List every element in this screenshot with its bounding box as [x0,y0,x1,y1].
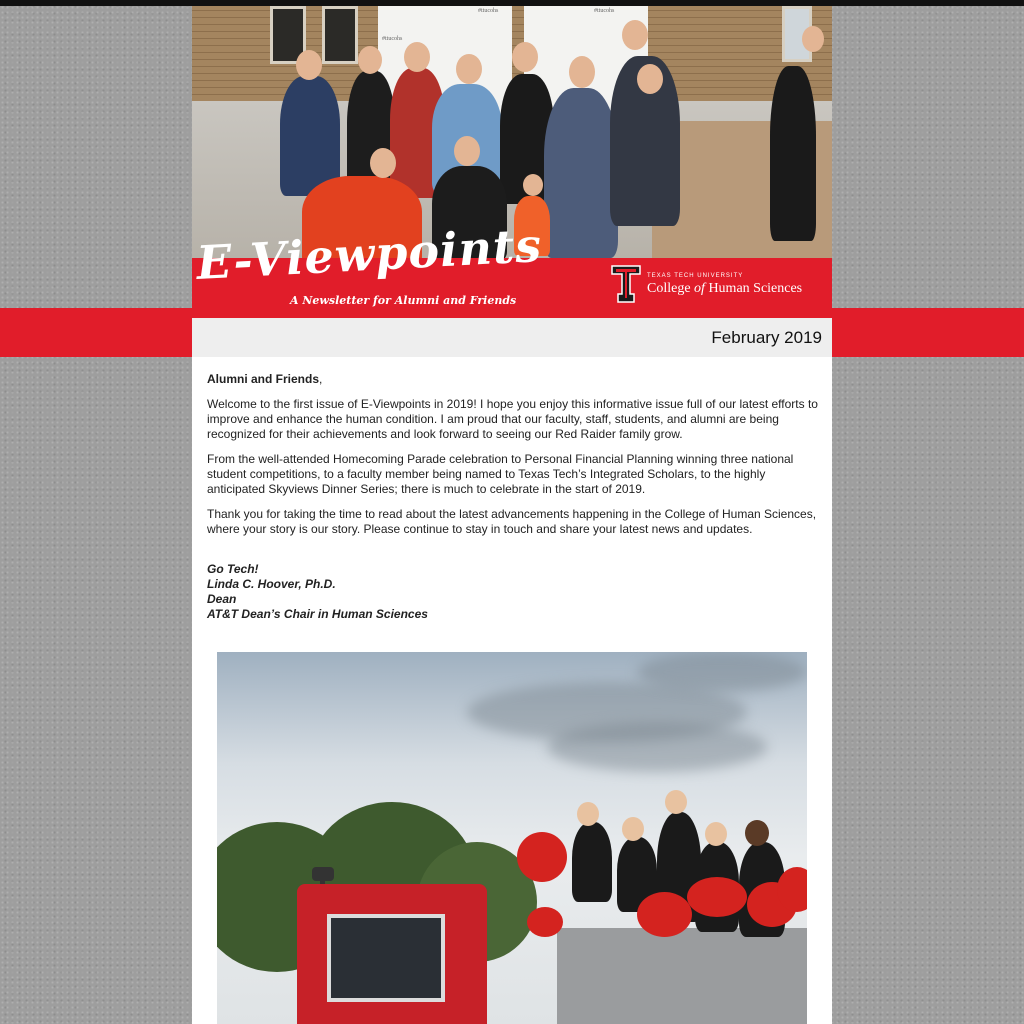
signer-name: Linda C. Hoover, Ph.D. [207,577,336,591]
person-head [358,46,382,74]
person-head [404,42,430,72]
person-head [569,56,595,88]
person-head [456,54,482,84]
person [544,88,618,258]
person-head [296,50,322,80]
letter-greeting [207,372,819,387]
cheerleader-head [622,817,644,841]
cheerleader-head [705,822,727,846]
university-name: TEXAS TECH UNIVERSITY [647,273,744,279]
issue-date-bar [192,318,832,357]
letter-paragraph: Thank you for taking the time to read about the latest advancements happening in the College of Human Sciences, where your story is our story. Please continue to stay in touch and share your latest news and updates. [207,507,817,536]
person-head [523,174,543,196]
cloud [637,652,807,692]
letter-signature [207,562,819,622]
newsletter-banner [192,217,832,318]
person-head [512,42,538,72]
dean-letter [207,372,819,622]
hashtag-text: #ttucohs [382,36,403,42]
college-name-part: Human Sciences [704,281,803,296]
signer-title: Dean [207,592,237,606]
person-head [454,136,480,166]
person-head [622,20,648,50]
letter-paragraph: From the well-attended Homecoming Parade celebration to Personal Financial Planning winning three national student competitions, to a faculty member being named to Texas Tech’s Integrated Scholars, to the highly anticipated Skyviews Dinner Series; there is much to celebrate in the start of 2019. [207,452,794,496]
homecoming-parade-photo [217,652,807,1024]
person [770,66,816,241]
newsletter-title: E-Viewpoints [195,217,544,290]
signer-title: AT&T Dean’s Chair in Human Sciences [207,607,428,621]
person-head [802,26,824,52]
hashtag-text: #ttucohs [594,8,615,14]
pom-pom [527,907,563,937]
pom-pom [637,892,692,937]
cheerleader [572,822,612,902]
double-t-logo-icon [611,265,641,303]
newsletter-tagline: A Newsletter for Alumni and Friends [290,294,517,307]
greeting-text: Alumni and Friends [207,372,320,386]
building-window [322,6,358,64]
college-name [647,281,802,297]
cheerleader-head [745,820,769,846]
pom-pom [687,877,747,917]
truck-window [327,914,445,1002]
newsletter-sheet [192,6,832,1024]
person-head [637,64,663,94]
signoff: Go Tech! [207,562,259,576]
fire-truck [297,884,487,1024]
cheerleader-head [577,802,599,826]
issue-date: February 2019 [711,328,822,347]
person-head [370,148,396,178]
letter-paragraph: Welcome to the first issue of E-Viewpoints in 2019! I hope you enjoy this informative issue full of our latest efforts to improve and enhance the human condition. I am proud that our faculty, staff, students, and alumni are being recognized for their achievements and look forward to seeing our Red Raider family grow. [207,397,818,441]
truck-tank [557,928,807,1024]
college-name-part: of [694,281,705,296]
cheerleader-head [665,790,687,814]
greeting-punct: , [319,372,323,386]
college-name-part: College [647,281,695,296]
hashtag-text: #ttucohs [478,8,499,14]
cloud [547,722,767,772]
pom-pom [517,832,567,882]
